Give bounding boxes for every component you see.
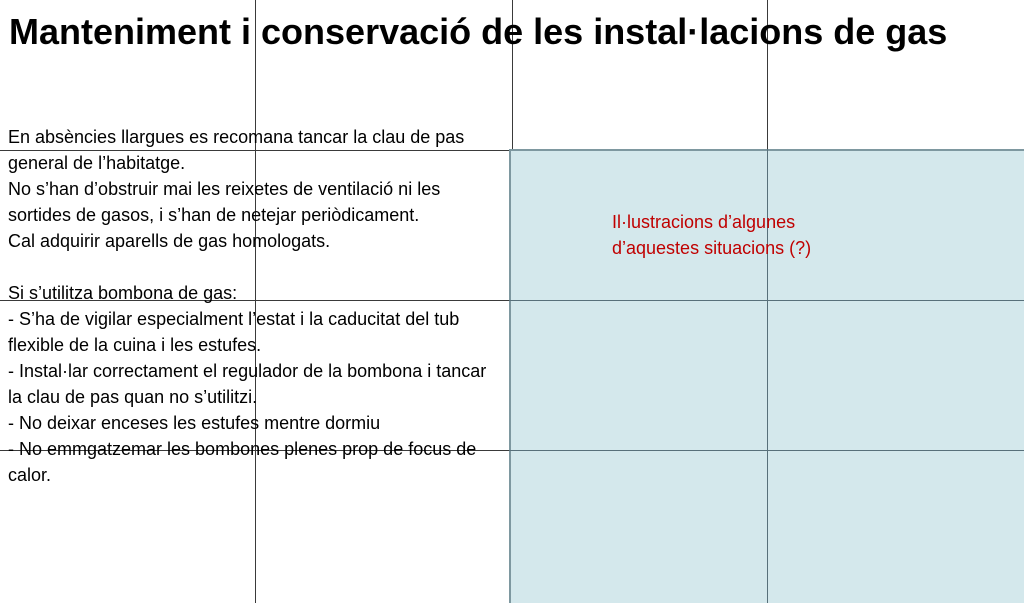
caption-line: Il·lustracions d’algunes (612, 212, 796, 232)
paragraph: En absències llargues es recomana tancar la clau de pas general de l’habitatge. (8, 127, 465, 173)
caption-line: d’aquestes situacions (?) (612, 238, 812, 258)
panel-grid-line-horizontal (509, 450, 1024, 451)
slide-title: Manteniment i conservació de les instal·lacions de gas (9, 11, 948, 52)
illustration-caption (612, 209, 912, 261)
body-text (8, 124, 503, 488)
paragraph: No s’han d’obstruir mai les reixetes de ventilació ni les sortides de gasos, i s’han de netejar periòdicament. (8, 179, 441, 225)
panel-grid-line-horizontal (509, 300, 1024, 301)
paragraph-gap (8, 254, 503, 280)
paragraph: Si s’utilitza bombona de gas: (8, 283, 238, 303)
list-item: - No deixar enceses les estufes mentre dormiu (8, 413, 381, 433)
list-item: - S’ha de vigilar especialment l’estat i la caducitat del tub flexible de la cuina i les estufes. (8, 309, 460, 355)
list-item: - No emmgatzemar les bombones plenes prop de focus de calor. (8, 439, 477, 485)
list-item: - Instal·lar correctament el regulador de la bombona i tancar la clau de pas quan no s’utilitzi. (8, 361, 487, 407)
paragraph: Cal adquirir aparells de gas homologats. (8, 231, 331, 251)
